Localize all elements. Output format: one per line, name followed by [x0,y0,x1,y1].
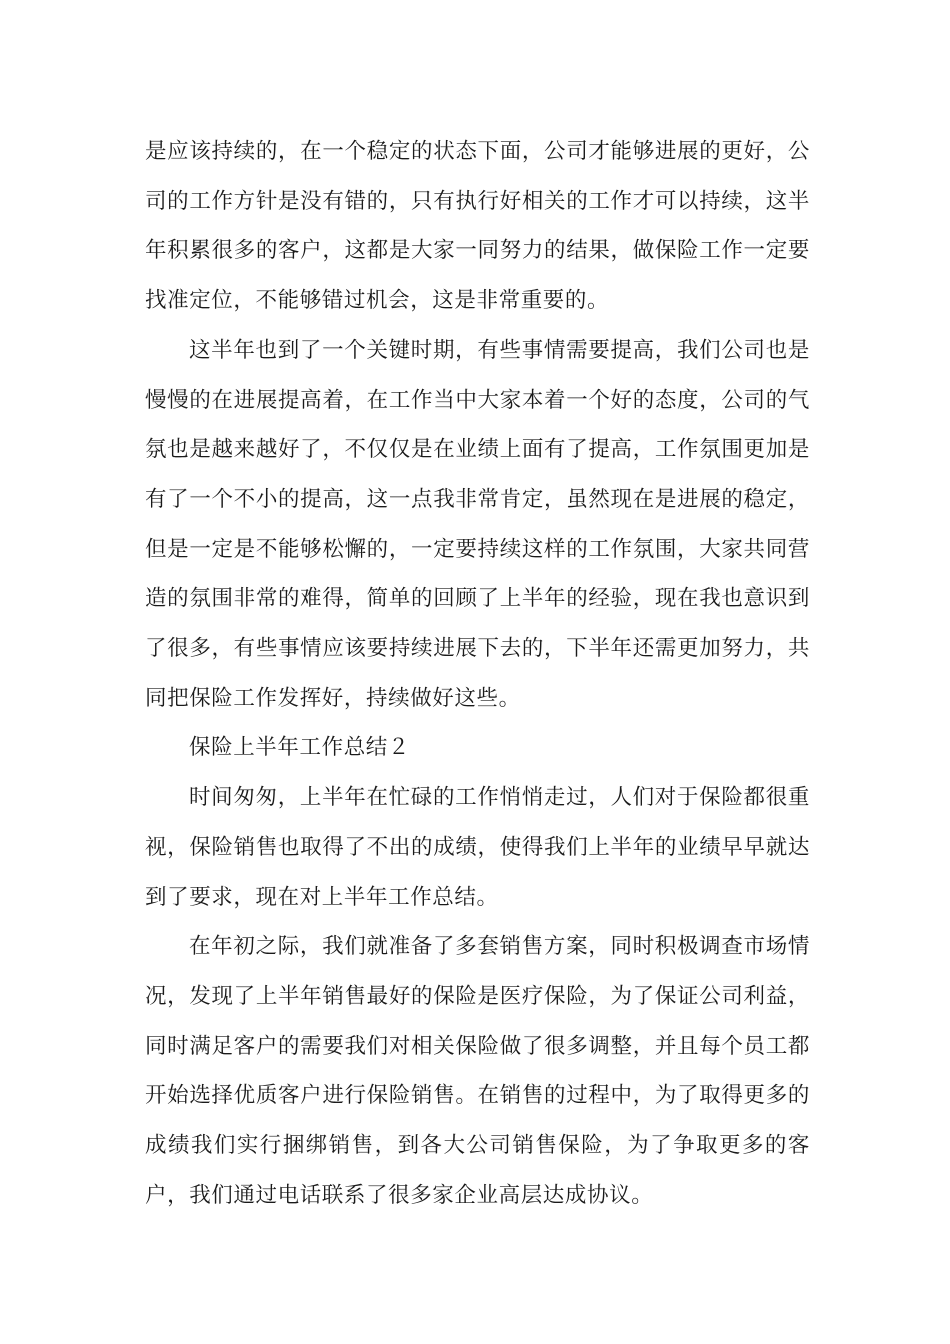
paragraph-key-period: 这半年也到了一个关键时期，有些事情需要提高，我们公司也是慢慢的在进展提高着，在工作当中大家本着一个好的态度，公司的气氛也是越来越好了，不仅仅是在业绩上面有了提高，工作氛围更加是有了一个不小的提高，这一点我非常肯定，虽然现在是进展的稳定，但是一定是不能够松懈的，一定要持续这样的工作氛围，大家共同营造的氛围非常的难得，简单的回顾了上半年的经验，现在我也意识到了很多，有些事情应该要持续进展下去的，下半年还需更加努力，共同把保险工作发挥好，持续做好这些。 [145,337,810,711]
paragraph-time-passes: 时间匆匆，上半年在忙碌的工作悄悄走过，人们对于保险都很重视，保险销售也取得了不出的成绩，使得我们上半年的业绩早早就达到了要求，现在对上半年工作总结。 [145,785,810,910]
document-body [145,127,810,1220]
paragraph-sales-plans: 在年初之际，我们就准备了多套销售方案，同时积极调查市场情况，发现了上半年销售最好的保险是医疗保险，为了保证公司利益，同时满足客户的需要我们对相关保险做了很多调整，并且每个员工都开始选择优质客户进行保险销售。在销售的过程中，为了取得更多的成绩我们实行捆绑销售，到各大公司销售保险，为了争取更多的客户，我们通过电话联系了很多家企业高层达成协议。 [145,934,810,1208]
section-heading: 保险上半年工作总结２ [189,735,411,761]
paragraph-continuation: 是应该持续的，在一个稳定的状态下面，公司才能够进展的更好，公司的工作方针是没有错的，只有执行好相关的工作才可以持续，这半年积累很多的客户，这都是大家一同努力的结果，做保险工作一定要找准定位，不能够错过机会，这是非常重要的。 [145,139,810,314]
